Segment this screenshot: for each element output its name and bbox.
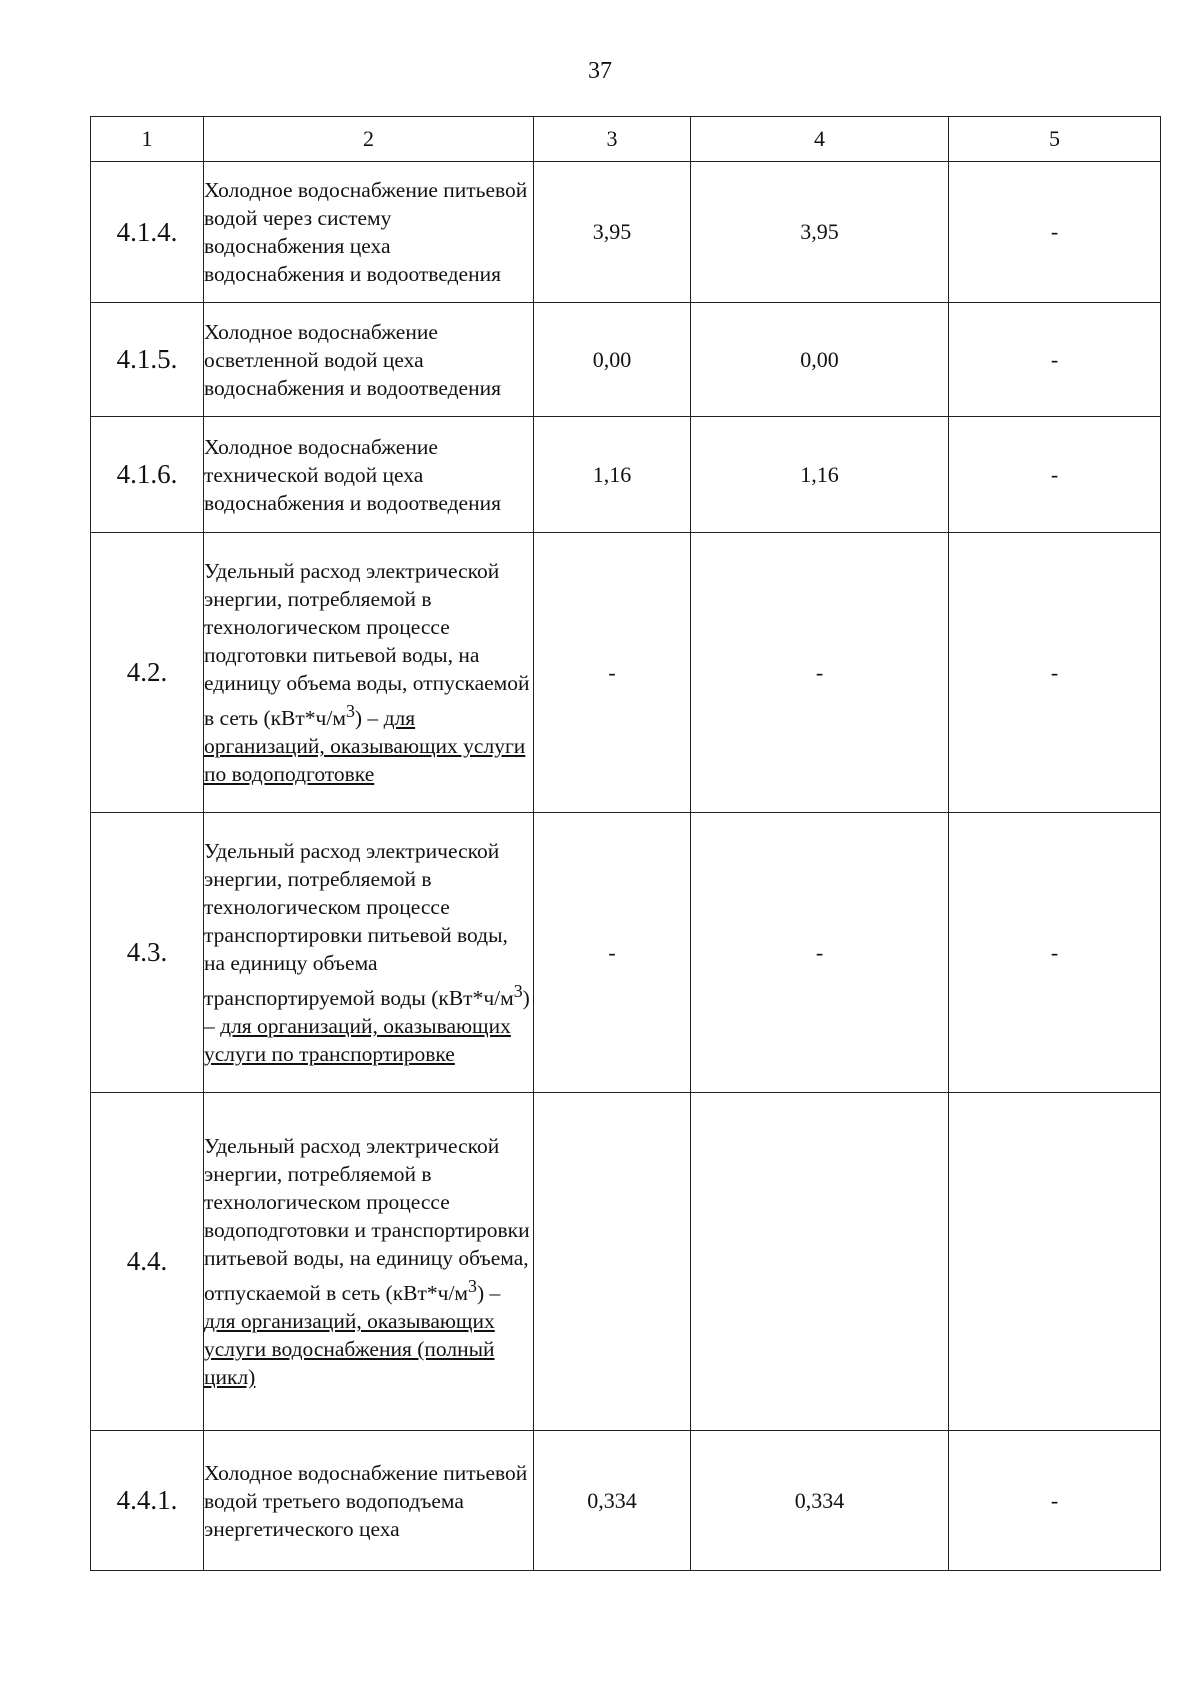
superscript: 3 [468,1275,477,1296]
column-header-5: 5 [949,117,1161,162]
row-description [204,813,534,1093]
table-row [91,533,1161,813]
row-description [204,1093,534,1431]
table-row [91,162,1161,303]
cell-col4: 1,16 [691,417,949,533]
cell-col5: - [949,303,1161,417]
cell-col3: 1,16 [534,417,691,533]
cell-col4: 0,00 [691,303,949,417]
row-number: 4.1.4. [91,162,204,303]
cell-col5: - [949,813,1161,1093]
cell-col3: - [534,813,691,1093]
cell-col4: - [691,533,949,813]
row-number: 4.1.5. [91,303,204,417]
superscript: 3 [513,980,523,1001]
table-row [91,1093,1161,1431]
cell-col5: - [949,417,1161,533]
cell-col4: 3,95 [691,162,949,303]
cell-col4: - [691,813,949,1093]
row-description: Холодное водоснабжение питьевой водой через систему водоснабжения цеха водоснабжения и водоотведения [204,162,534,303]
description-close: ) – [477,1281,501,1306]
page-number: 37 [588,58,612,84]
table-row [91,1431,1161,1571]
column-header-3: 3 [534,117,691,162]
cell-col3: 3,95 [534,162,691,303]
description-main: Удельный расход электрической энергии, потребляемой в технологическом процессе водоподготовки и транспортировки питьевой воды, на единицу объема, отпускаемой в сеть (кВт*ч/м [204,1133,530,1306]
cell-col5 [949,1093,1161,1431]
row-description: Холодное водоснабжение питьевой водой третьего водоподъема энергетического цеха [204,1431,534,1571]
data-table [90,116,1161,1571]
row-number: 4.4.1. [91,1431,204,1571]
description-close: ) – [354,706,384,731]
cell-col3: 0,334 [534,1431,691,1571]
row-number: 4.2. [91,533,204,813]
cell-col3: - [534,533,691,813]
description-underlined: для организаций, оказывающих услуги водоснабжения (полный цикл) [204,1309,495,1390]
cell-col4 [691,1093,949,1431]
column-header-1: 1 [91,117,204,162]
row-description: Холодное водоснабжение технической водой цеха водоснабжения и водоотведения [204,417,534,533]
column-header-2: 2 [204,117,534,162]
cell-col3 [534,1093,691,1431]
cell-col4: 0,334 [691,1431,949,1571]
row-description [204,533,534,813]
cell-col5: - [949,533,1161,813]
table-row [91,813,1161,1093]
description-main: Удельный расход электрической энергии, потребляемой в технологическом процессе подготовки питьевой воды, на единицу объема воды, отпускаемой в сеть (кВт*ч/м [204,558,530,731]
row-number: 4.4. [91,1093,204,1431]
row-number: 4.3. [91,813,204,1093]
description-main: Удельный расход электрической энергии, потребляемой в технологическом процессе транспортировки питьевой воды, на единицу объема транспортируемой воды (кВт*ч/м [204,838,514,1011]
description-underlined: для организаций, оказывающих услуги по транспортировке [204,1014,511,1067]
cell-col5: - [949,1431,1161,1571]
row-number: 4.1.6. [91,417,204,533]
table-header-row [91,117,1161,162]
table-row [91,417,1161,533]
cell-col5: - [949,162,1161,303]
table-row [91,303,1161,417]
description-close: ) – [204,986,530,1039]
cell-col3: 0,00 [534,303,691,417]
column-header-4: 4 [691,117,949,162]
description-underlined: для организаций, оказывающих услуги по водоподготовке [204,706,526,787]
superscript: 3 [345,700,355,721]
row-description: Холодное водоснабжение осветленной водой цеха водоснабжения и водоотведения [204,303,534,417]
